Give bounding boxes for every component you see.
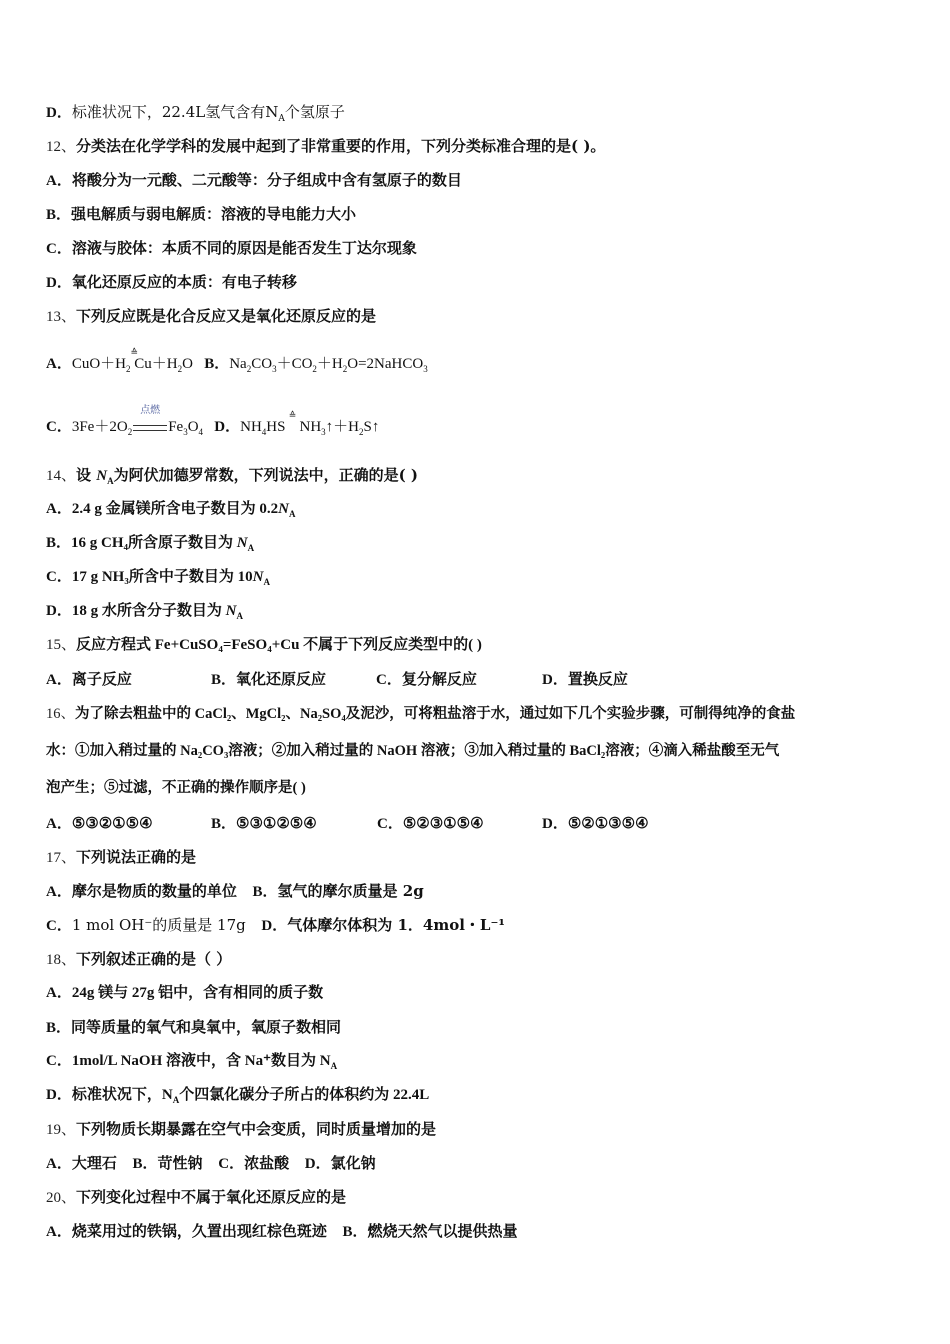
q15-option-b: B．氧化还原反应 [211, 670, 327, 688]
q12-option-b: B．强电解质与弱电解质：溶液的导电能力大小 [46, 205, 357, 223]
q15-stem: 15、反应方程式 Fe+CuSO₄=FeSO₄+Cu 不属于下列反应类型中的( ) [46, 637, 482, 653]
option-label: D． [46, 105, 72, 121]
q17-option-d: D．气体摩尔体积为 1．4mol・L⁻¹ [261, 916, 505, 934]
equation-d: $NH_4HS$ ≙ $NH_3↑+H_2S↑$ [240, 419, 379, 435]
q17-option-a: A．摩尔是物质的数量的单位 [46, 882, 237, 900]
q20-option-a: A．烧菜用过的铁锅，久置出现红棕色斑迹 [46, 1222, 327, 1240]
q13-stem: 13、下列反应既是化合反应又是氧化还原反应的是 [46, 307, 377, 325]
q20-stem: 20、下列变化过程中不属于氧化还原反应的是 [46, 1188, 347, 1206]
q14-option-a: A．2.4 g 金属镁所含电子数目为 $0.2N_A$ [46, 501, 296, 519]
q18-option-c: C．1mol/L NaOH 溶液中，含 Na⁺数目为 $N_A$ [46, 1053, 338, 1071]
q17-option-c: C．1 mol OH⁻的质量是 17g [46, 916, 246, 934]
equals-bar-icon [133, 425, 167, 431]
q18-option-d: D．标准状况下，$N_A$个四氯化碳分子所占的体积约为 22.4L [46, 1087, 430, 1105]
q19-stem: 19、下列物质长期暴露在空气中会变质，同时质量增加的是 [46, 1120, 437, 1138]
q15-option-a: A．离子反应 [46, 670, 132, 688]
q14-option-d: D．18 g 水所含分子数目为 $N_A$ [46, 603, 243, 621]
q12-option-c: C．溶液与胶体：本质不同的原因是能否发生丁达尔现象 [46, 239, 417, 257]
q19-option-a: A．大理石 [46, 1154, 117, 1172]
q16-option-d: D．⑤②①③⑤④ [542, 814, 649, 832]
equation-c: $3Fe+2O_2$ 点燃 $Fe_3O_4$ [72, 419, 203, 435]
q14-option-b: B．16 g CH₄所含原子数目为 $N_A$ [46, 535, 255, 553]
q20-options [46, 1221, 518, 1242]
q17-stem: 17、下列说法正确的是 [46, 848, 197, 866]
q17-option-b: B．氢气的摩尔质量是 2g [252, 882, 424, 900]
q16-stem-line3: 泡产生；⑤过滤，不正确的操作顺序是( ) [46, 780, 306, 796]
q19-option-d: D．氯化钠 [304, 1154, 376, 1172]
heat-condition-icon: ≙ [130, 347, 139, 357]
q19-options [46, 1153, 376, 1174]
heat-condition-icon: ≙ [288, 410, 297, 420]
q13-options-cd: C．$3Fe+2O_2$ 点燃 $Fe_3O_4$ D．$NH_4HS$ ≙ $NH_3↑+H_2S↑$ [46, 417, 379, 437]
q18-option-a: A．24g 镁与 27g 铝中，含有相同的质子数 [46, 985, 324, 1001]
q12-option-a: A．将酸分为一元酸、二元酸等：分子组成中含有氢原子的数目 [46, 171, 462, 189]
q20-option-b: B．燃烧天然气以提供热量 [342, 1222, 518, 1240]
q16-option-c: C．⑤②③①⑤④ [377, 814, 484, 832]
q12-stem: 12、分类法在化学学科的发展中起到了非常重要的作用，下列分类标准合理的是( )。 [46, 137, 606, 155]
question-number: 12、 [46, 139, 77, 155]
q14-stem: 14、设 $N_A$为阿伏加德罗常数，下列说法中，正确的是( ) [46, 466, 419, 486]
q11-option-d: D．标准状况下，22.4L氢气含有$N_A$个氢原子 [46, 103, 345, 124]
q19-option-c: C．浓盐酸 [218, 1154, 290, 1172]
q19-option-b: B．苛性钠 [132, 1154, 203, 1172]
ignite-condition: 点燃 [140, 405, 161, 416]
q17-options-cd [46, 915, 505, 936]
q17-options-ab [46, 881, 424, 902]
q18-stem: 18、下列叙述正确的是（ ） [46, 950, 232, 968]
equation-a: $CuO+H_2$ ≙ $Cu+H_2O$ [72, 356, 193, 372]
q16-options [46, 813, 649, 834]
q18-option-b: B．同等质量的氧气和臭氧中，氧原子数相同 [46, 1018, 342, 1036]
q16-stem-line2: 水：①加入稍过量的 Na₂CO₃溶液；②加入稍过量的 NaOH 溶液；③加入稍过量的 BaCl₂溶液；④滴入稀盐酸至无气 [46, 743, 780, 759]
q16-option-a: A．⑤③②①⑤④ [46, 814, 153, 832]
q14-option-c: C．17 g NH₃所含中子数目为 $10N_A$ [46, 569, 270, 587]
q12-option-d: D．氧化还原反应的本质：有电子转移 [46, 273, 297, 291]
question-number: 13、 [46, 309, 77, 325]
equation-b: $Na_2CO_3+CO_2+H_2O=2NaHCO_3$ [229, 356, 428, 374]
q13-options-ab: A．$CuO+H_2$ ≙ $Cu+H_2O$ B．$Na_2CO_3+CO_2+H_2O=2NaHCO_3$ [46, 354, 428, 374]
q16-option-b: B．⑤③①②⑤④ [211, 814, 317, 832]
q15-option-d: D．置换反应 [542, 670, 628, 688]
q15-option-c: C．复分解反应 [376, 670, 477, 688]
q16-stem-line1: 16、为了除去粗盐中的 CaCl₂、MgCl₂、Na₂SO₄及泥沙，可将粗盐溶于水，通过如下几个实验步骤，可制得纯净的食盐 [46, 706, 796, 722]
q15-options [46, 669, 628, 690]
